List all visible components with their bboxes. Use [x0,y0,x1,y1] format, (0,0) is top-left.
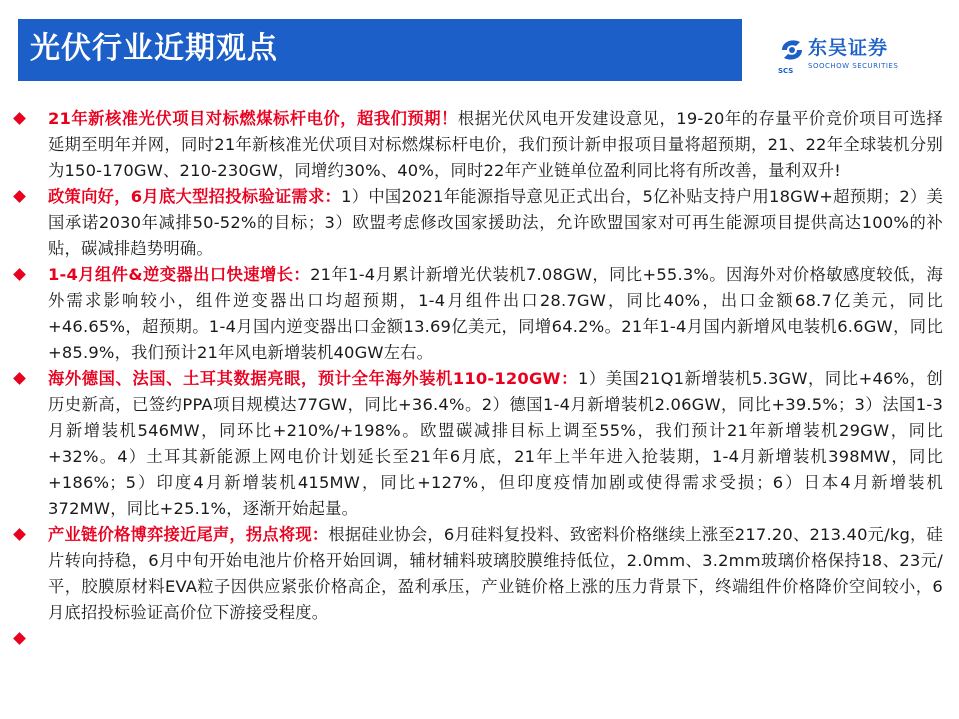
bullet-item [0,106,959,184]
bullet-item [0,184,959,262]
bullet-lead: 21年新核准光伏项目对标燃煤标杆电价，超我们预期！ [48,109,458,128]
logo-english-name: SOOCHOW SECURITIES [808,62,899,70]
bullet-list [0,106,959,652]
bullet-diamond-icon [13,112,26,125]
page-title: 光伏行业近期观点 [30,31,278,66]
bullet-lead: 1-4月组件&逆变器出口快速增长： [48,265,311,284]
bullet-diamond-icon [13,190,26,203]
bullet-lead: 海外德国、法国、土耳其数据亮眼，预计全年海外装机110-120GW： [48,369,578,388]
bullet-text: 根据光伏风电开发建设意见，19-20年的存量平价竞价项目可选择延期至明年并网，同时21年新核准光伏项目对标燃煤标杆电价，我们预计新申报项目量将超预期，21、22年全球装机分别为150-170GW、210-230GW，同增约30%、40%，同时22年产业链单位盈利同比将有所改善，量利双升! [48,109,943,180]
bullet-diamond-icon [13,268,26,281]
company-logo [778,36,948,80]
bullet-text: 1）中国2021年能源指导意见正式出台，5亿补贴支持户用18GW+超预期；2）美国承诺2030年减排50-52%的目标；3）欧盟考虑修改国家援助法，允许欧盟国家对可再生能源项目提供高达100%的补贴，碳减排趋势明确。 [48,187,943,258]
bullet-diamond-icon [13,372,26,385]
bullet-lead: 政策向好，6月底大型招投标验证需求： [48,187,342,206]
bullet-text: 根据硅业协会，6月硅料复投料、致密料价格继续上涨至217.20、213.40元/kg，硅片转向持稳，6月中旬开始电池片价格开始回调，辅材辅料玻璃胶膜维持低位，2.0mm、3.2mm玻璃价格保持18、23元/平，胶膜原材料EVA粒子因供应紧张价格高企，盈利承压，产业链价格上涨的压力背景下，终端组件价格降价空间较小，6月底招投标验证高价位下游接受程度。 [48,525,943,622]
bullet-item [0,262,959,366]
bullet-item [0,522,959,626]
bullet-item-empty [0,626,959,652]
bullet-diamond-icon [13,528,26,541]
bullet-lead: 产业链价格博弈接近尾声，拐点将现： [48,525,329,544]
logo-chinese-name: 东吴证券 [808,37,889,59]
bullet-diamond-icon [13,632,26,645]
bullet-item [0,366,959,522]
logo-abbreviation: SCS [778,67,794,75]
bullet-text: 1）美国21Q1新增装机5.3GW，同比+46%，创历史新高，已签约PPA项目规模达77GW，同比+36.4%。2）德国1-4月新增装机2.06GW，同比+39.5%；3）法国1-3月新增装机546MW，同环比+210%/+198%。欧盟碳减排目标上调至55%，我们预计21年新增装机29GW，同比+32%。4）土耳其新能源上网电价计划延长至21年6月底，21年上半年进入抢装期，1-4月新增装机398MW，同比+186%；5）印度4月新增装机415MW，同比+127%，但印度疫情加剧或使得需求受损；6）日本4月新增装机372MW，同比+25.1%，逐渐开始起量。 [48,369,943,518]
bullet-text: 21年1-4月累计新增光伏装机7.08GW，同比+55.3%。因海外对价格敏感度较低，海外需求影响较小，组件逆变器出口均超预期，1-4月组件出口28.7GW，同比40%，出口金额68.7亿美元，同比+46.65%，超预期。1-4月国内逆变器出口金额13.69亿美元，同增64.2%。21年1-4月国内新增风电装机6.6GW，同比+85.9%，我们预计21年风电新增装机40GW左右。 [48,265,943,362]
